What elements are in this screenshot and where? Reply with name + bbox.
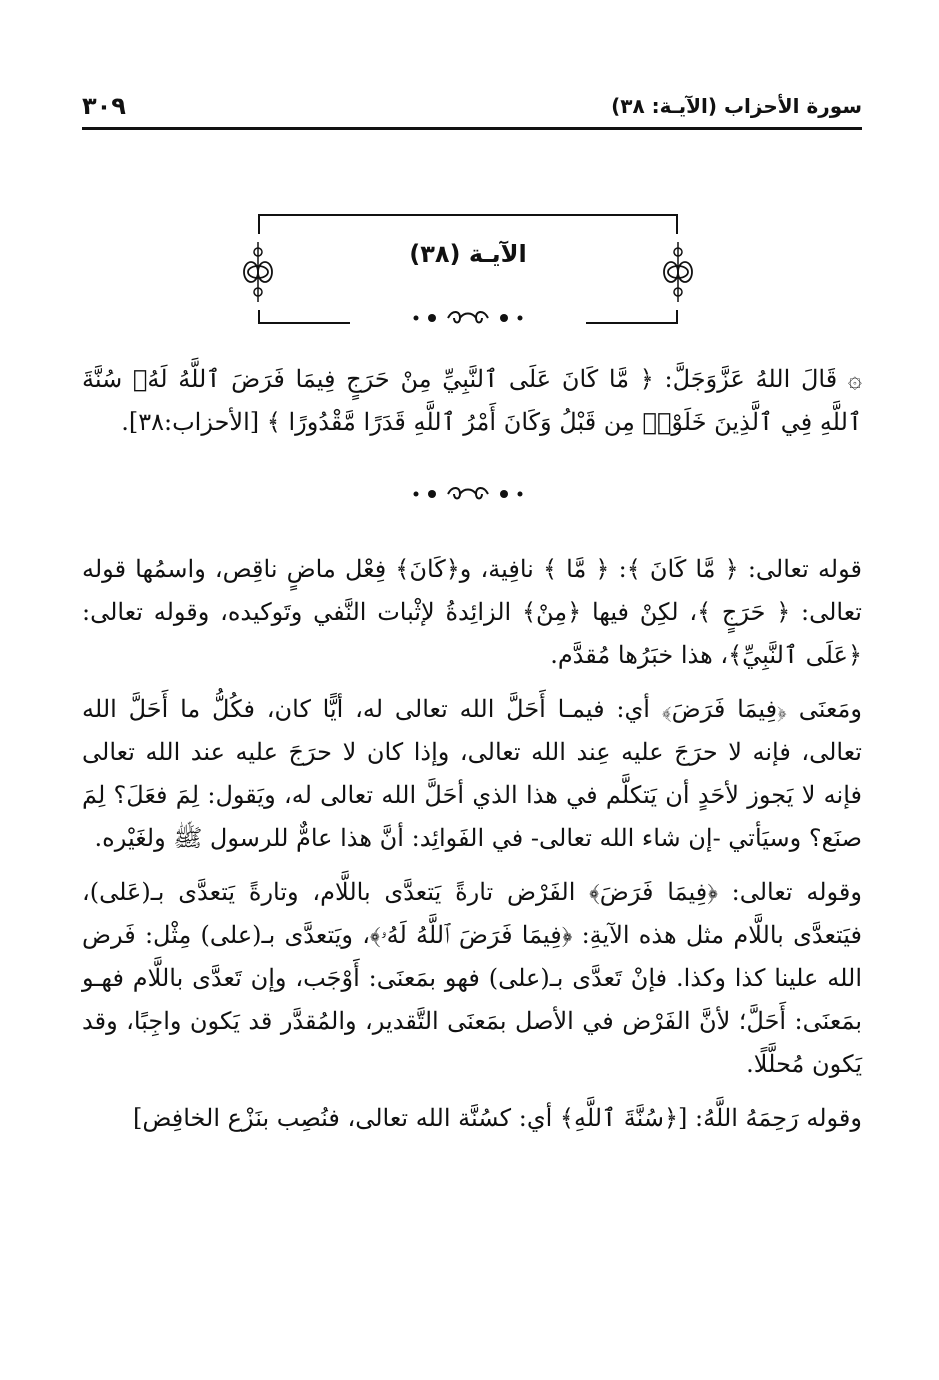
paragraph: وقوله رَحِمَهُ اللَّهُ: [﴿سُنَّةَ ٱللَّهِ﴾ أي: كسُنَّة الله تعالى، فنُصِب بنَزْع الخافِض] — [132, 1104, 862, 1132]
verse-title: الآيـة (٣٨) — [409, 240, 527, 268]
divider-ornament-icon — [408, 486, 528, 502]
header-rule — [82, 127, 862, 130]
commentary — [82, 548, 862, 1151]
divider-ornament-icon — [408, 310, 528, 326]
quran-text: ۞ قَالَ اللهُ عَزَّوَجَلَّ: ﴿ مَّا كَانَ عَلَى ٱلنَّبِيِّ مِنْ حَرَجٍ فِيمَا فَرَضَ ٱللَّهُ لَهُۥ سُنَّةَ ٱللَّهِ فِي ٱلَّذِينَ خَلَوْا۟ مِن قَبْلُ وَكَانَ أَمْرُ ٱللَّهِ قَدَرًا مَّقْدُورًا ﴾ [الأحزاب:٣٨]. — [82, 365, 862, 436]
quran-verse — [82, 358, 862, 444]
ornament-icon — [658, 242, 698, 302]
page-header — [82, 88, 862, 124]
ornament-icon — [238, 242, 278, 302]
verse-heading-frame — [258, 214, 678, 324]
running-title: سورة الأحزاب (الآيـة: ٣٨) — [611, 94, 862, 118]
paragraph: وقوله تعالى: ﴿فِيمَا فَرَضَ﴾ الفَرْض تارةً يَتعدَّى باللَّام، وتارةً يَتعدَّى بـ(عَلى)، فيَتعدَّى باللَّام مثل هذه الآيةِ: ﴿فِيمَا فَرَضَ ٱللَّهُ لَهُۥ﴾، ويَتعدَّى بـ(على) مِثْل: فَرض الله علينا كذا وكذا. فإنْ تَعدَّى بـ(على) فهو بمَعنَى: أَوْجَب، وإن تَعدَّى باللَّام فهـو بمَعنَى: أَحَلَّ؛ لأنَّ الفَرْض في الأصل بمَعنَى التَّقدير، والمُقدَّر قد يَكون واجِبًا، وقد يَكون مُحلَّلًا. — [82, 878, 862, 1078]
page-number: ٣٠٩ — [82, 92, 126, 120]
paragraph: قوله تعالى: ﴿ مَّا كَانَ ﴾: ﴿ مَّا ﴾ نافِية، و﴿كَانَ﴾ فِعْل ماضٍ ناقِص، واسمُها قوله تعالى: ﴿ حَرَجٍ ﴾، لكِنْ فيها ﴿مِنْ﴾ الزائِدةُ لإثْبات النَّفي وتَوكيده، وقوله تعالى: ﴿عَلَى ٱلنَّبِيِّ﴾، هذا خبَرُها مُقدَّم. — [82, 555, 862, 669]
paragraph: ومَعنَى ﴿فِيمَا فَرَضَ﴾ أي: فيمـا أَحَلَّ الله تعالى له، أيًّا كان، فكُلُّ ما أَحَلَّ الله تعالى، فإنه لا حرَجَ عليه عِند الله تعالى، وإذا كان لا حرَجَ عليه عند الله تعالى فإنه لا يَجوز لأحَدٍ أن يَتكلَّم في هذا الذي أحَلَّ الله تعالى له، ويَقول: لِمَ فعَلَ؟ لِمَ صنَع؟ وسيَأتي -إن شاء الله تعالى- في الفَوائِد: أنَّ هذا عامٌّ للرسول ﷺ ولغَيْره. — [82, 695, 862, 852]
